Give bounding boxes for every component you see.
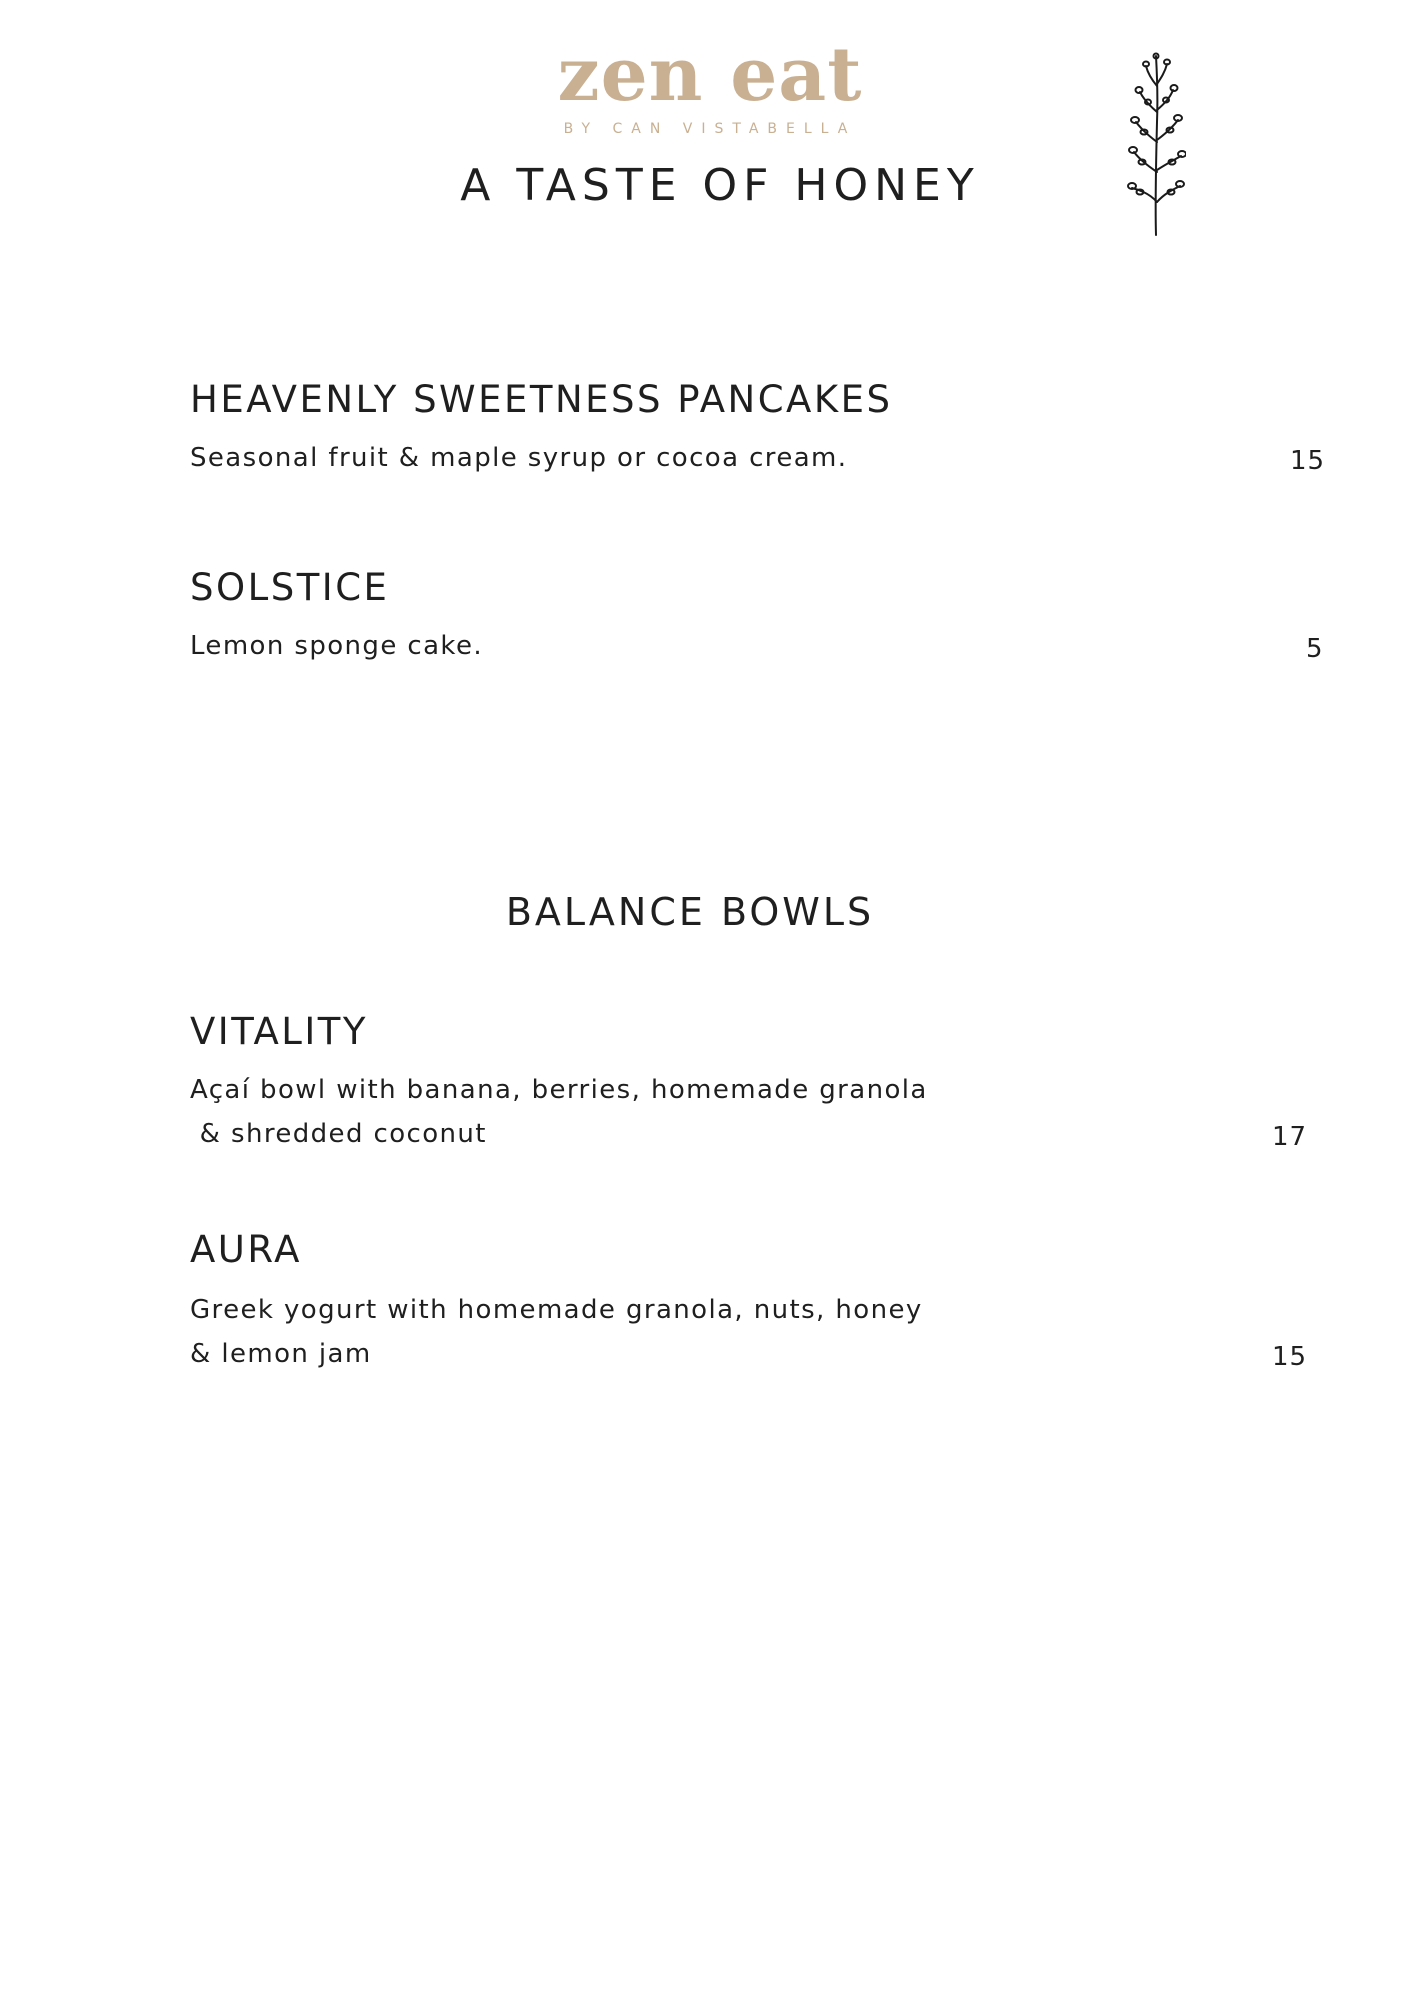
brand-logo-subtitle: BY CAN VISTABELLA — [563, 121, 857, 137]
item-price: 5 — [1306, 634, 1324, 664]
brand-logo — [540, 32, 880, 118]
brand-logo-text: zen eat — [557, 32, 863, 118]
item-description: Lemon sponge cake. — [190, 631, 484, 661]
item-price: 17 — [1272, 1122, 1308, 1152]
item-name: HEAVENLY SWEETNESS PANCAKES — [190, 378, 893, 421]
item-description-line: Greek yogurt with homemade granola, nuts, honey — [190, 1295, 923, 1325]
item-name: VITALITY — [190, 1010, 368, 1053]
item-price: 15 — [1290, 446, 1326, 476]
item-name: AURA — [190, 1228, 302, 1271]
item-name: SOLSTICE — [190, 566, 390, 609]
item-description: Seasonal fruit & maple syrup or cocoa cream. — [190, 443, 848, 473]
page-title: A TASTE OF HONEY — [460, 160, 980, 211]
item-description-line: Açaí bowl with banana, berries, homemade granola — [190, 1075, 928, 1105]
item-price: 15 — [1272, 1342, 1308, 1372]
leafy-sprig-icon — [1126, 52, 1186, 237]
section-title: BALANCE BOWLS — [505, 890, 875, 934]
item-description-line: & shredded coconut — [190, 1119, 487, 1149]
item-description-line: & lemon jam — [190, 1339, 372, 1369]
